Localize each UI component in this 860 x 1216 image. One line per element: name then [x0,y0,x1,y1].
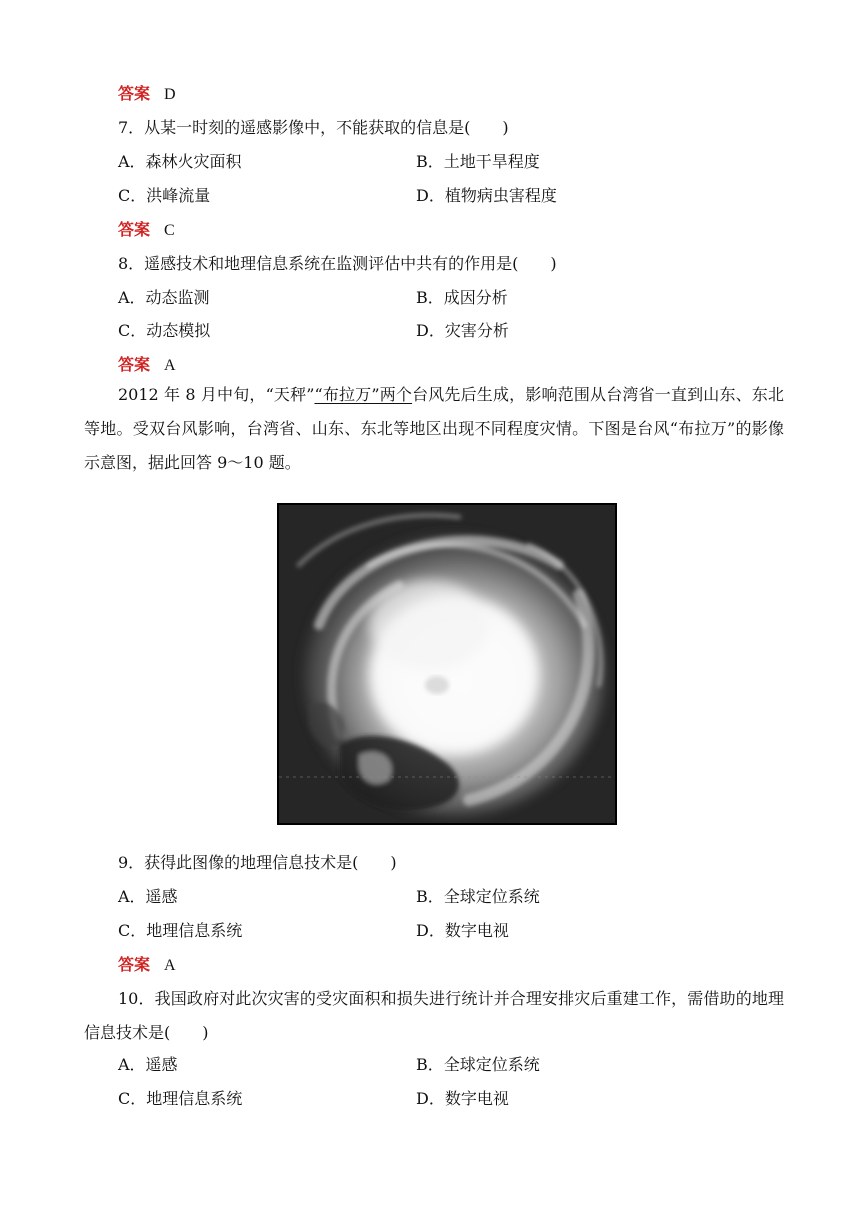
answer-label: 答案 [118,220,151,239]
question-10-option-d: D．数字电视 [416,1089,509,1108]
typhoon-image-icon [279,505,615,823]
question-7-option-b: B．土地干旱程度 [416,152,540,171]
intro-part-2: 台风先后生成，影响范围从台湾省一直到山东、东北等地。受双台风影响，台湾省、山东、东北等地区出现不同程度灾情。下图是台风“布拉万”的影像示意图，据此回答 9～10 题。 [84,385,784,472]
answer-value: A [164,957,176,974]
question-9-option-d: D．数字电视 [416,921,509,940]
question-10-option-b: B．全球定位系统 [416,1055,540,1074]
answer-6 [118,83,176,105]
answer-label: 答案 [118,955,151,974]
question-10-option-a: A．遥感 [118,1055,178,1074]
question-8-option-c: C．动态模拟 [118,321,211,340]
question-10-option-c: C．地理信息系统 [118,1089,243,1108]
question-7-option-c: C．洪峰流量 [118,186,211,205]
answer-label: 答案 [118,355,151,374]
question-9-stem: 9．获得此图像的地理信息技术是( ) [118,853,397,872]
intro-part-1: 2012 年 8 月中旬，“天秤” [118,385,315,404]
intro-paragraph [84,378,784,480]
intro-underlined: “布拉万”两个 [314,385,413,404]
answer-value: C [164,222,175,239]
question-7-stem: 7．从某一时刻的遥感影像中，不能获取的信息是( ) [118,118,509,137]
answer-9 [118,954,176,976]
typhoon-satellite-image [277,503,617,825]
question-8-option-d: D．灾害分析 [416,321,509,340]
answer-label: 答案 [118,84,151,103]
question-9-option-a: A．遥感 [118,887,178,906]
question-7-option-a: A．森林火灾面积 [118,152,242,171]
question-8-option-b: B．成因分析 [416,288,508,307]
question-10-stem: 10．我国政府对此次灾害的受灾面积和损失进行统计并合理安排灾后重建工作，需借助的地理信息技术是( ) [84,989,784,1042]
question-9-option-b: B．全球定位系统 [416,887,540,906]
question-8-stem: 8．遥感技术和地理信息系统在监测评估中共有的作用是( ) [118,254,557,273]
answer-value: D [164,86,176,103]
question-9-option-c: C．地理信息系统 [118,921,243,940]
question-8-option-a: A．动态监测 [118,288,210,307]
question-7-option-d: D．植物病虫害程度 [416,186,557,205]
answer-7 [118,219,175,241]
answer-8 [118,354,176,376]
answer-value: A [164,357,176,374]
